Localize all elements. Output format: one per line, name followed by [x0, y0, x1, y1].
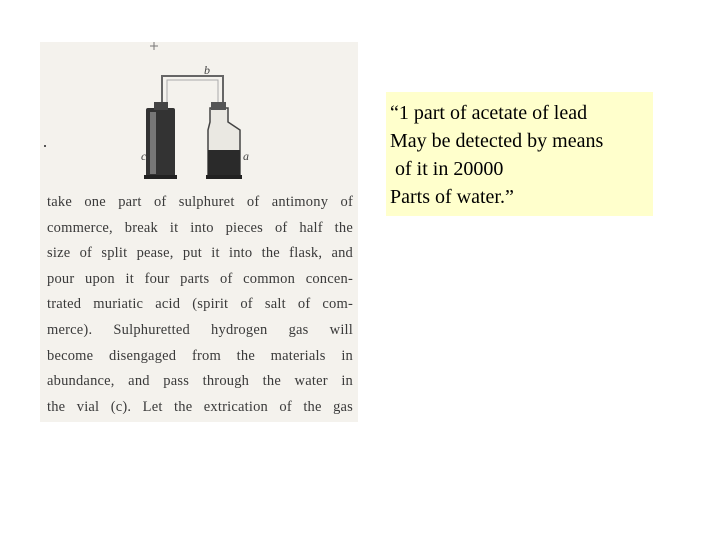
scan-line: size of split pease, put it into the flask, and: [47, 245, 353, 262]
scan-line: trated muriatic acid (spirit of salt of com-: [47, 296, 353, 313]
quote-line: “1 part of acetate of lead: [390, 102, 588, 124]
quote-box: [386, 92, 653, 216]
quote-line: May be detected by means: [390, 130, 604, 152]
scan-speck: [44, 145, 46, 147]
scan-line: abundance, and pass through the water in: [47, 373, 353, 390]
gas-apparatus-illustration: [40, 42, 358, 192]
figure-label-b: b: [204, 63, 210, 77]
figure-label-a: a: [243, 149, 249, 163]
scan-line: pour upon it four parts of common concen-: [47, 270, 353, 287]
figure-label-c: c: [141, 149, 147, 163]
scanned-book-page: [40, 42, 358, 422]
scan-line: merce). Sulphuretted hydrogen gas will: [47, 321, 353, 338]
scan-line: commerce, break it into pieces of half the: [47, 219, 353, 236]
quote-line: of it in 20000: [390, 158, 504, 180]
quote-line: Parts of water.”: [390, 186, 514, 208]
scanned-text-block: [47, 190, 353, 420]
scan-line: the vial (c). Let the extrication of the gas: [47, 398, 353, 415]
scan-line: become disengaged from the materials in: [47, 347, 353, 364]
scan-line: take one part of sulphuret of antimony of: [47, 194, 353, 210]
